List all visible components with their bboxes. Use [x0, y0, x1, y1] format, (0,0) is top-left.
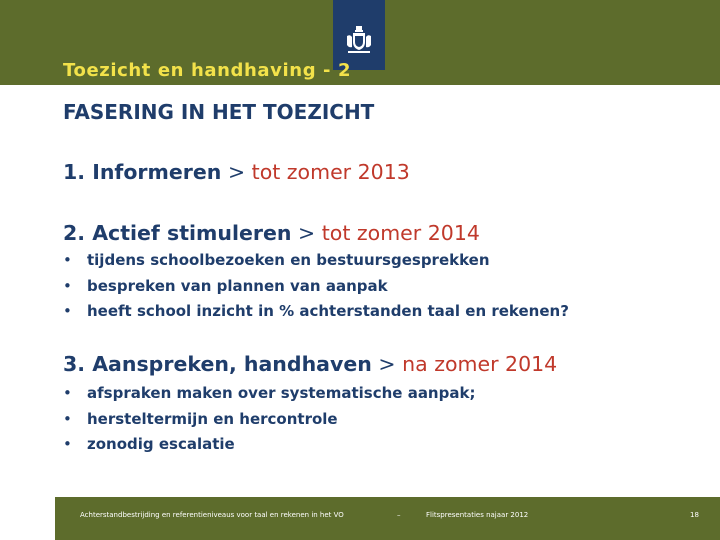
coat-of-arms-icon [343, 24, 375, 56]
bullet-icon: • [63, 276, 72, 295]
header-bar [0, 0, 720, 85]
step-label: 1. Informeren [63, 160, 222, 184]
step-date: na zomer 2014 [402, 352, 558, 376]
slide-title: FASERING IN HET TOEZICHT [63, 100, 375, 124]
bullet-icon: • [63, 302, 72, 320]
footer-presentation-name: Achterstandbestrijding en referentieniveaus voor taal en rekenen in het VO [80, 511, 344, 519]
footer-bar [55, 497, 720, 540]
list-item: • zonodig escalatie [63, 432, 475, 458]
list-item: • afspraken maken over systematische aanpak; [63, 381, 475, 407]
bullet-icon: • [63, 251, 72, 269]
list-item: • heeft school inzicht in % achterstanden taal en rekenen? [63, 299, 569, 325]
bullet-icon: • [63, 435, 72, 453]
page-number: 18 [690, 511, 699, 519]
step-date: tot zomer 2013 [251, 160, 410, 184]
step-date: tot zomer 2014 [321, 221, 480, 245]
footer-separator: – [397, 511, 401, 519]
step-separator: > [227, 160, 246, 184]
bullet-icon: • [63, 409, 72, 428]
step-separator: > [298, 221, 316, 245]
step-3 [63, 352, 557, 376]
list-item: • hersteltermijn en hercontrole [63, 407, 475, 433]
step-separator: > [378, 352, 396, 376]
bullet-icon: • [63, 384, 72, 402]
list-item: • bespreken van plannen van aanpak [63, 274, 569, 300]
step-label: 3. Aanspreken, handhaven [63, 352, 372, 376]
step-2-bullet-list [63, 248, 569, 325]
step-3-bullet-list [63, 381, 475, 458]
footer-event-name: Flitspresentaties najaar 2012 [426, 511, 529, 519]
step-2 [63, 221, 480, 245]
step-1 [63, 160, 410, 184]
presentation-title: Toezicht en handhaving - 2 [63, 60, 352, 81]
step-label: 2. Actief stimuleren [63, 221, 292, 245]
list-item: • tijdens schoolbezoeken en bestuursgesprekken [63, 248, 569, 274]
